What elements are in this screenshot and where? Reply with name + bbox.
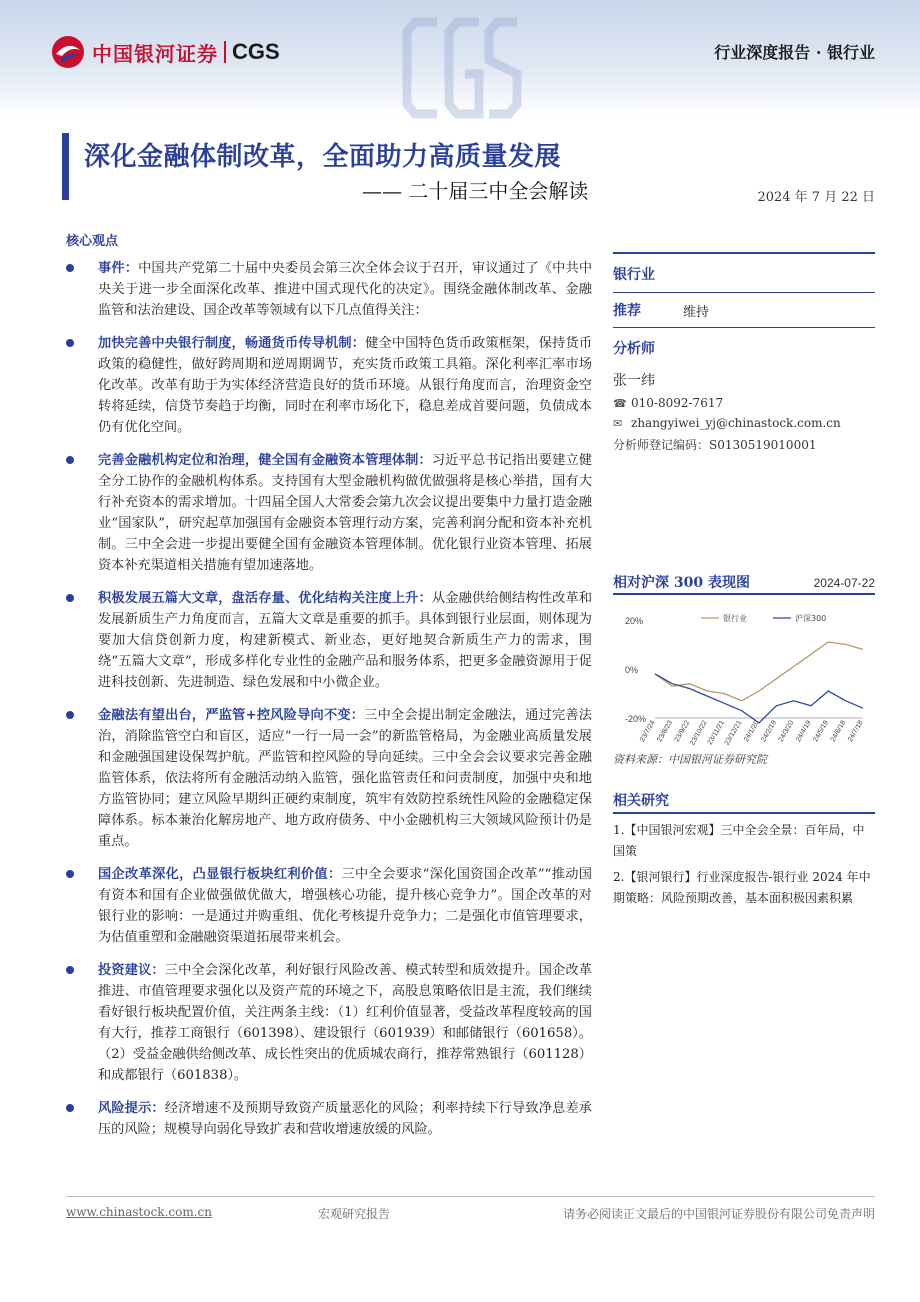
chart-rule xyxy=(613,593,875,595)
x-tick-label: 23/7/24 xyxy=(638,719,657,744)
footer-website-link[interactable]: www.chinastock.com.cn xyxy=(66,1205,212,1219)
rating-row xyxy=(613,293,875,327)
chart-title: 相对沪深 300 表现图 xyxy=(613,575,750,591)
report-type-label: 行业深度报告 · 银行业 xyxy=(714,43,875,62)
logo-divider xyxy=(224,41,226,63)
sidebar xyxy=(613,252,875,453)
bullet-central-bank xyxy=(66,333,592,438)
analyst-phone xyxy=(613,396,875,410)
bullet-risk-warning xyxy=(66,1098,592,1140)
bullet-head: 完善金融机构定位和治理，健全国有金融资本管理体制： xyxy=(98,453,432,468)
bullet-five-articles xyxy=(66,588,592,693)
logo-chinese-text: 中国银河证券 xyxy=(92,41,218,66)
bullet-dot-icon xyxy=(66,1104,74,1112)
relative-performance-chart xyxy=(613,600,875,750)
footer-report-category: 宏观研究报告 xyxy=(318,1207,391,1221)
y-tick-label: 0% xyxy=(625,665,639,675)
bullet-head: 事件： xyxy=(98,261,139,276)
title-accent-bar xyxy=(62,133,69,200)
chart-header xyxy=(613,572,875,592)
bullet-dot-icon xyxy=(66,264,74,272)
bullet-text: 三中全会深化改革，利好银行风险改善、模式转型和质效提升。国企改革推进、市值管理要求强化以及资产荒的环境之下，高股息策略依旧是主流，我们继续看好银行板块配置价值，关注两条主线：（1）红利价值显著，受益改革程度较高的国有大行，推荐工商银行（601398）、建设银行（601939）和邮储银行（601658）。（2）受益金融供给侧改革、成长性突出的优质城农商行，推荐常熟银行（601128）和成都银行（601838）。 xyxy=(98,963,592,1083)
bullet-dot-icon xyxy=(66,594,74,602)
phone-number: 010-8092-7617 xyxy=(631,396,724,410)
analyst-email xyxy=(613,416,875,430)
industry-label: 银行业 xyxy=(613,267,655,283)
legend-label: 银行业 xyxy=(723,614,747,623)
bullet-financial-institutions xyxy=(66,450,592,576)
related-item[interactable]: 2.【银河银行】行业深度报告-银行业 2024 年中期策略：风险预期改善，基本面积极因素积累 xyxy=(613,870,871,905)
chart-date: 2024-07-22 xyxy=(813,576,875,590)
core-view-label: 核心观点 xyxy=(66,234,119,249)
bullet-dot-icon xyxy=(66,711,74,719)
bullet-head: 金融法有望出台，严监管+控风险导向不变： xyxy=(98,708,365,723)
y-tick-label: -20% xyxy=(625,714,647,724)
report-subtitle: —— 二十届三中全会解读 xyxy=(362,179,589,203)
core-view-list xyxy=(66,258,592,1152)
bullet-financial-law xyxy=(66,705,592,852)
bullet-soe-reform xyxy=(66,864,592,948)
legend-label: 沪深300 xyxy=(795,614,827,623)
related-research-heading: 相关研究 xyxy=(613,793,669,809)
x-tick-label: 24/4/19 xyxy=(794,719,813,744)
related-research-list xyxy=(613,820,875,914)
x-tick-label: 23/11/21 xyxy=(706,719,727,747)
bullet-head: 积极发展五篇大文章，盘活存量、优化结构关注度上升： xyxy=(98,591,432,606)
bullet-text: 三中全会提出制定金融法，通过完善法治，消除监管空白和盲区，适应“一行一局一会”的新监管格局，为金融业高质量发展和金融强国建设保驾护航。严监管和控风险的导向延续。三中全会会议要求完善金融监管体系，依法将所有金融活动纳入监管，强化监管责任和问责制度，加强中央和地方监管协同；建立风险早期纠正硬约束制度，筑牢有效防控系统性风险的金融稳定保障体系。标本兼治化解房地产、地方政府债务、中小金融机构三大领域风险预计仍是重点。 xyxy=(98,708,592,849)
report-date: 2024 年 7 月 22 日 xyxy=(757,190,875,205)
phone-icon: ☎ xyxy=(613,396,627,410)
bullet-text: 三中全会要求“深化国资国企改革”“推动国有资本和国有企业做强做优做大，增强核心功能，提升核心竞争力”。国企改革的对银行业的影响：一是通过并购重组、优化考核提升竞争力；二是强化市值管理要求，为估值重塑和金融融资渠道拓展带来机会。 xyxy=(98,867,592,945)
series-line-1 xyxy=(655,642,863,701)
x-tick-label: 24/5/19 xyxy=(812,719,831,744)
y-tick-label: 20% xyxy=(625,616,644,626)
x-tick-label: 23/10/22 xyxy=(689,719,709,747)
bullet-text: 从金融供给侧结构性改革和发展新质生产力角度而言，五篇大文章是重要的抓手。具体到银行业层面，则体现为要加大信贷创新力度，构建新模式、新业态，更好地契合新质生产力的需求，围绕“五篇大文章”，形成多样化专业性的金融产品和服务体系，把更多金融资源用于促进科技创新、先进制造、绿色发展和中小微企业。 xyxy=(98,591,593,690)
x-tick-label: 24/3/20 xyxy=(777,719,796,744)
x-tick-label: 24/7/18 xyxy=(846,719,865,744)
x-tick-label: 24/1/20 xyxy=(742,719,761,744)
x-tick-label: 24/6/18 xyxy=(829,719,848,744)
bullet-head: 风险提示： xyxy=(98,1101,165,1116)
related-item[interactable]: 1.【中国银河宏观】三中全会全景：百年局，中国策 xyxy=(613,823,865,858)
footer-rule xyxy=(66,1196,875,1197)
bullet-dot-icon xyxy=(66,456,74,464)
report-title: 深化金融体制改革，全面助力高质量发展 xyxy=(84,142,562,172)
logo-english-text: CGS xyxy=(232,39,280,64)
bullet-head: 投资建议： xyxy=(98,963,165,978)
analyst-heading: 分析师 xyxy=(613,341,655,357)
bullet-text: 健全中国特色货币政策框架，保持货币政策的稳健性，做好跨周期和逆周期调节，充实货币政策工具箱。深化利率汇率市场化改革。改革有助于为实体经济营造良好的货币环境。从银行角度而言，治理资金空转将延续，信贷节奏趋于均衡，同时在利率市场化下，稳息差成首要问题，负债成本仍有优化空间。 xyxy=(98,336,593,435)
bullet-dot-icon xyxy=(66,870,74,878)
email-address: zhangyiwei_yj@chinastock.com.cn xyxy=(631,416,841,430)
x-tick-label: 23/8/23 xyxy=(656,719,675,744)
bullet-dot-icon xyxy=(66,966,74,974)
logo-mark-icon xyxy=(50,34,86,70)
bullet-investment-advice xyxy=(66,960,592,1086)
chart-source: 资料来源：中国银河证券研究院 xyxy=(613,753,767,766)
bullet-text: 习近平总书记指出要建立健全分工协作的金融机构体系。支持国有大型金融机构做优做强将是核心举措，国有大行补充资本的需求增加。十四届全国人大常委会第九次会议提出要集中力量打造金融业“国家队”，研究起草加强国有金融资本管理行动方案，完善利润分配和资本补充机制。三中全会进一步提出要健全国有金融资本管理体制。优化银行业资本管理、拓展资本补充渠道相关措施有望加速落地。 xyxy=(98,453,593,573)
footer-disclaimer: 请务必阅读正文最后的中国银河证券股份有限公司免责声明 xyxy=(562,1207,875,1221)
bullet-head: 加快完善中央银行制度，畅通货币传导机制： xyxy=(98,336,366,351)
bullet-dot-icon xyxy=(66,339,74,347)
bullet-head: 国企改革深化，凸显银行板块红利价值： xyxy=(98,867,342,882)
bullet-text: 经济增速不及预期导致资产质量恶化的风险；利率持续下行导致净息差承压的风险；规模导向弱化导致扩表和营收增速放缓的风险。 xyxy=(98,1101,592,1137)
company-logo xyxy=(50,32,280,72)
series-line-2 xyxy=(655,674,863,723)
analyst-registration: 分析师登记编码：S0130519010001 xyxy=(613,438,817,452)
x-tick-label: 23/12/21 xyxy=(723,719,744,747)
x-tick-label: 23/9/22 xyxy=(673,719,692,744)
cgs-watermark-icon xyxy=(395,8,525,126)
analyst-name: 张一纬 xyxy=(613,373,655,389)
x-tick-label: 24/2/19 xyxy=(760,719,779,744)
bullet-text: 中国共产党第二十届中央委员会第三次全体会议于召开，审议通过了《中共中央关于进一步全面深化改革、推进中国式现代化的决定》。围绕金融体制改革、金融监管和法治建设、国企改革等领域有以下几点值得关注： xyxy=(98,261,593,318)
rating-label: 推荐 xyxy=(613,303,641,319)
bullet-event xyxy=(66,258,592,321)
related-rule xyxy=(613,812,875,814)
email-icon: ✉ xyxy=(613,416,623,430)
rating-value: 维持 xyxy=(683,304,710,320)
